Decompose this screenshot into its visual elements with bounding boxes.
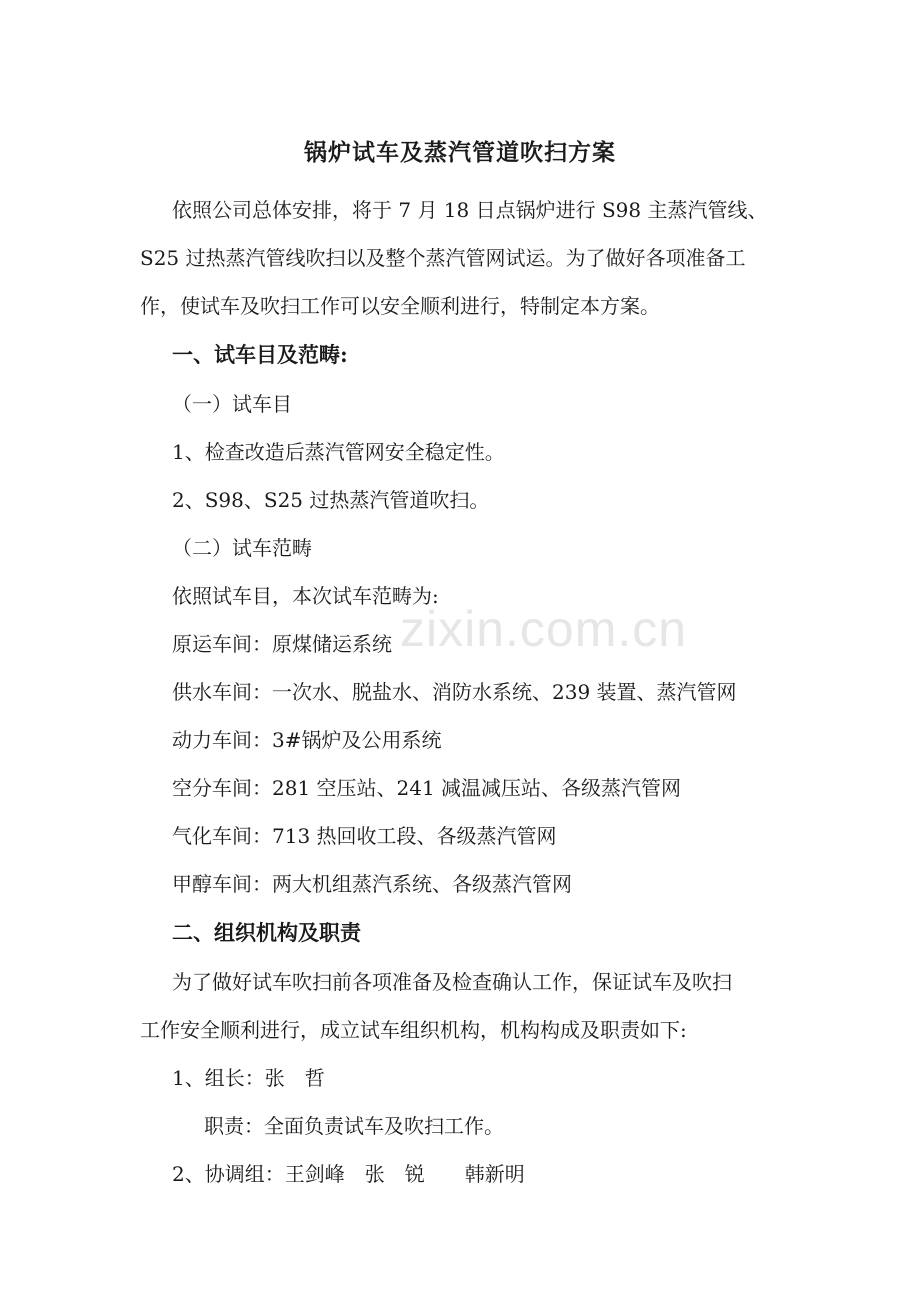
scope-line: 原运车间：原煤储运系统 — [172, 632, 392, 656]
scope-intro: 依照试车目，本次试车范畴为: — [172, 584, 439, 608]
scope-line: 空分车间：281 空压站、241 减温减压站、各级蒸汽管网 — [172, 776, 682, 800]
section1-item-1: 1、检查改造后蒸汽管网安全稳定性。 — [172, 440, 505, 464]
section1-sub1: （一）试车目 — [172, 392, 292, 416]
section1-sub2: （二）试车范畴 — [172, 536, 312, 560]
section2-intro-1: 为了做好试车吹扫前各项准备及检查确认工作，保证试车及吹扫 — [172, 970, 732, 994]
scope-line: 甲醇车间：两大机组蒸汽系统、各级蒸汽管网 — [172, 872, 572, 896]
section2-heading: 二、组织机构及职责 — [172, 920, 361, 945]
section1-heading: 一、试车目及范畴: — [172, 342, 348, 367]
intro-line-2: S25 过热蒸汽管线吹扫以及整个蒸汽管网试运。为了做好各项准备工 — [140, 246, 746, 270]
intro-line-1: 依照公司总体安排，将于 7 月 18 日点锅炉进行 S98 主蒸汽管线、 — [172, 198, 768, 222]
intro-line-3: 作，使试车及吹扫工作可以安全顺利进行，特制定本方案。 — [140, 294, 660, 318]
scope-line: 供水车间：一次水、脱盐水、消防水系统、239 装置、蒸汽管网 — [172, 680, 737, 704]
section1-item-2: 2、S98、S25 过热蒸汽管道吹扫。 — [172, 488, 490, 512]
watermark: zixin.com.cn — [400, 601, 688, 657]
scope-line: 气化车间：713 热回收工段、各级蒸汽管网 — [172, 824, 557, 848]
scope-line: 动力车间：3#锅炉及公用系统 — [172, 728, 442, 752]
leader-line: 1、组长：张 哲 — [172, 1066, 325, 1090]
leader-duty: 职责：全面负责试车及吹扫工作。 — [204, 1114, 504, 1138]
section2-intro-2: 工作安全顺利进行，成立试车组织机构，机构构成及职责如下: — [140, 1018, 687, 1042]
coordination-group: 2、协调组：王剑峰 张 锐 韩新明 — [172, 1162, 525, 1186]
document-title: 锅炉试车及蒸汽管道吹扫方案 — [304, 139, 616, 166]
